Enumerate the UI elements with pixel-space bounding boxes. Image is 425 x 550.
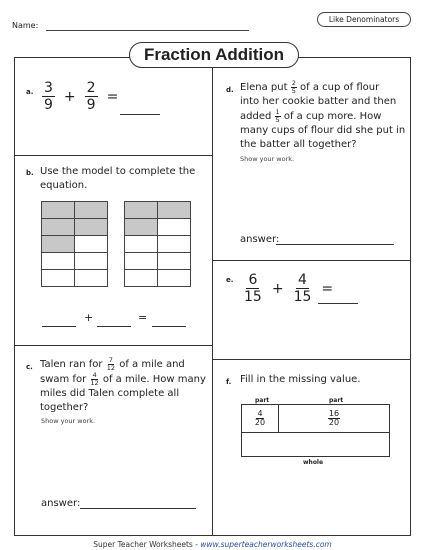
answer-blank[interactable] <box>120 114 160 115</box>
part-label: part <box>329 397 344 404</box>
part-bar-2: $\frac{16}{20}$ <box>278 404 390 433</box>
problem-a-label: a. <box>26 88 34 96</box>
fraction: $\frac{3}{9}$ <box>44 80 53 113</box>
shaded-cell <box>158 202 191 219</box>
problem-e-equation <box>242 272 333 305</box>
name-label: Name: <box>12 21 39 30</box>
problem-a-equation <box>42 80 118 113</box>
plus-sign: + <box>271 280 284 297</box>
footer <box>0 540 425 549</box>
equals-sign: = <box>138 311 148 324</box>
part-label: part <box>255 397 270 404</box>
answer-blank[interactable] <box>152 326 186 327</box>
page-title: Fraction Addition <box>129 42 299 68</box>
model-cell <box>158 253 191 270</box>
problem-d-label: d. <box>226 86 234 94</box>
part-bar-1: $\frac{4}{20}$ <box>241 404 279 433</box>
shaded-cell <box>42 202 75 219</box>
whole-label: whole <box>303 459 324 466</box>
problem-b-label: b. <box>26 169 34 177</box>
model-cell <box>75 253 108 270</box>
show-work-label: Show your work. <box>240 155 295 163</box>
problem-e-label: e. <box>226 276 234 284</box>
shaded-cell <box>42 219 75 236</box>
shaded-cell <box>125 202 158 219</box>
topic-badge: Like Denominators <box>317 12 411 27</box>
answer-blank[interactable] <box>97 326 131 327</box>
fraction: $\frac{2}{9}$ <box>86 80 96 113</box>
fraction-model-left <box>41 201 108 287</box>
fraction-model-right <box>124 201 191 287</box>
shaded-cell <box>125 219 158 236</box>
shaded-cell <box>42 236 75 253</box>
model-cell <box>158 270 191 287</box>
model-cell <box>125 253 158 270</box>
plus-sign: + <box>63 88 76 105</box>
answer-blank[interactable] <box>80 508 196 509</box>
answer-label: answer: <box>240 234 280 245</box>
footer-text: Super Teacher Worksheets - <box>93 540 201 549</box>
problem-c-text: Talen ran for $\frac{7}{12}$ of a mile and swam for $\frac{4}{12}$ of a mile. How many miles did Talen complete all together? <box>40 356 206 413</box>
show-work-label: Show your work. <box>41 417 96 425</box>
model-cell <box>125 236 158 253</box>
row-divider <box>212 359 411 360</box>
answer-blank[interactable] <box>42 326 76 327</box>
model-cell <box>42 270 75 287</box>
problem-d-text: Elena put $\frac{2}{5}$ of a cup of flour into her cookie batter and then added $\frac{1}{5}$ of a cup more. How many cups of flour did she put in the batter all together? <box>240 79 406 150</box>
model-cell <box>75 236 108 253</box>
model-cell <box>158 219 191 236</box>
model-cell <box>42 253 75 270</box>
fraction: $\frac{6}{15}$ <box>244 272 262 305</box>
model-cell <box>125 270 158 287</box>
answer-blank[interactable] <box>318 303 358 304</box>
row-divider <box>14 155 212 156</box>
plus-sign: + <box>84 311 94 324</box>
answer-label: answer: <box>41 498 81 509</box>
equals-sign: = <box>321 280 334 297</box>
name-field[interactable] <box>46 30 249 31</box>
footer-link[interactable]: www.superteacherworksheets.com <box>200 540 332 549</box>
problem-b-text: Use the model to complete the equation. <box>40 166 196 191</box>
row-divider <box>212 260 411 261</box>
problem-f-text: Fill in the missing value. <box>240 374 361 385</box>
shaded-cell <box>75 219 108 236</box>
whole-bar[interactable] <box>241 432 390 457</box>
answer-blank[interactable] <box>276 244 394 245</box>
problem-f-label: f. <box>226 378 232 386</box>
model-cell <box>158 236 191 253</box>
row-divider <box>14 345 212 346</box>
model-cell <box>75 270 108 287</box>
equals-sign: = <box>106 88 119 105</box>
fraction: $\frac{4}{15}$ <box>293 272 312 305</box>
problem-c-label: c. <box>26 363 33 371</box>
column-divider <box>212 57 213 536</box>
shaded-cell <box>75 202 108 219</box>
